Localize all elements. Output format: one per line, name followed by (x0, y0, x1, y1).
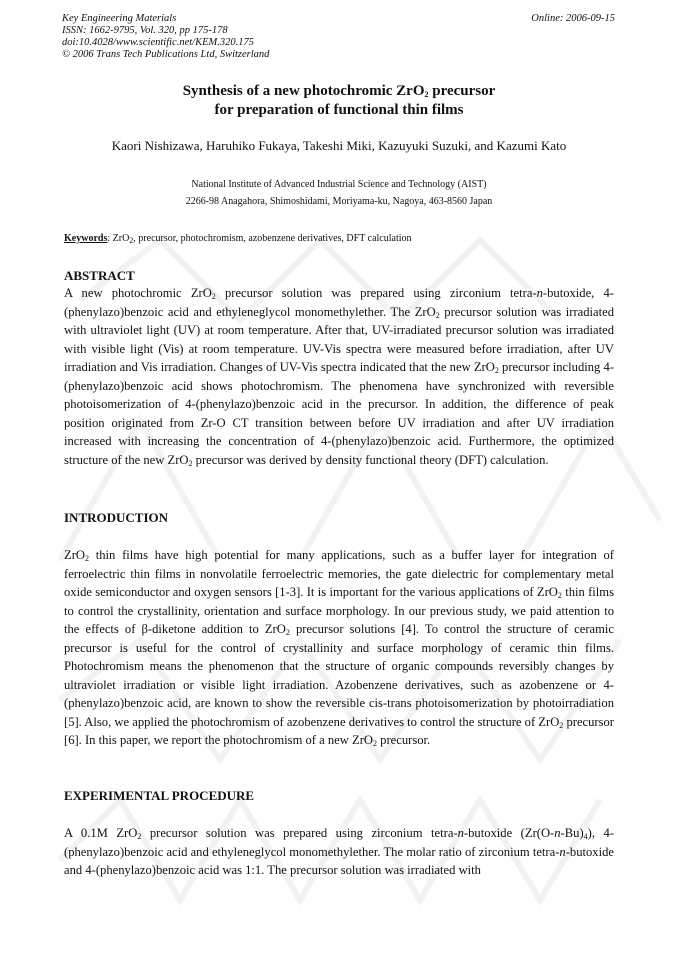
abstract-heading: ABSTRACT (64, 268, 135, 283)
introduction-section (64, 510, 614, 750)
journal-copyright: © 2006 Trans Tech Publications Ltd, Switzerland (62, 49, 270, 60)
introduction-heading: INTRODUCTION (64, 510, 169, 525)
title-line-2: for preparation of functional thin films (214, 102, 464, 118)
experimental-text: A 0.1M ZrO$_2$ precursor solution was prepared using zirconium tetra-n-butoxide $(Zr(O-n-Bu)_4)$, 4-(phenylazo)benzoic acid and ethyleneglycol monomethylether. The molar ratio of zirconium tetra-n-butoxide and 4-(phenylazo)benzoic acid was 1:1. The precursor solution was irradiated with (64, 826, 614, 877)
affiliation-address: 2266-98 Anagahora, Shimoshidami, Moriyama-ku, Nagoya, 463-8560 Japan (185, 196, 493, 207)
paper-title (0, 82, 678, 120)
keywords-label: Keywords (64, 233, 108, 244)
experimental-heading: EXPERIMENTAL PROCEDURE (64, 788, 255, 803)
introduction-text: ZrO$_2$ thin films have high potential for many applications, such as a buffer layer for integration of ferroelectric thin films in nonvolatile ferroelectric memories, the gate dielectric for complementary metal oxide semiconductor and oxygen sensors [1-3]. It is important for the various applications of ZrO$_2$ thin films to control the crystallinity, orientation and surface morphology. In our previous study, we paid attention to the effects of β-diketone addition to ZrO$_2$ precursor solutions [4]. To control the structure of ceramic precursor is useful for the control of crystallinity and surface morphology of ceramic thin films. Photochromism means the phenomenon that the structure of organic compounds reversibly changes by ultraviolet irradiation or visible light irradiation. Azobenzene derivatives, such as azobenzene or 4-(phenylazo)benzoic acid, are known to show the reversible cis-trans photoisomerization by photoirradiation [5]. Also, we applied the photochromism of azobenzene derivatives to control the structure of ZrO$_2$ precursor [6]. In this paper, we report the photochromism of a new ZrO$_2$ precursor. (64, 548, 615, 748)
abstract-text: A new photochromic ZrO$_2$ precursor solution was prepared using zirconium tetra-n-butoxide, 4-(phenylazo)benzoic acid and ethyleneglycol monomethylether. The ZrO$_2$ precursor solution was irradiated with ultraviolet light (UV) at room temperature. After that, UV-irradiated precursor solution was irradiated with visible light (Vis) at room temperature. UV-Vis spectra were measured before irradiation, after UV irradiation and Vis irradiation. Changes of UV-Vis spectra indicated that the new ZrO$_2$ precursor including 4-(phenylazo)benzoic acid shows photochromism. The phenomena have synchronized with reversible photoisomerization of 4-(phenylazo)benzoic acid in the precursor. In addition, the difference of peak position originated from Zr-O CT transition between before UV irradiation and after UV irradiation increased with increasing the concentration of 4-(phenylazo)benzoic acid. Furthermore, the optimized structure of the new ZrO$_2$ precursor was derived by density functional theory (DFT) calculation. (64, 286, 615, 468)
author-list: Kaori Nishizawa, Haruhiko Fukaya, Takeshi Miki, Kazuyuki Suzuki, and Kazumi Kato (111, 138, 567, 153)
affiliation-institute: National Institute of Advanced Industrial Science and Technology (AIST) (191, 179, 487, 190)
keywords: Keywords: ZrO$_2$, precursor, photochromism, azobenzene derivatives, DFT calculation (64, 233, 412, 245)
journal-header (62, 13, 269, 61)
experimental-section (64, 788, 614, 880)
journal-doi: doi:10.4028/www.scientific.net/KEM.320.175 (62, 37, 254, 48)
journal-issn: ISSN: 1662-9795, Vol. 320, pp 175-178 (62, 25, 228, 36)
affiliation (0, 176, 678, 210)
abstract-section (64, 268, 614, 469)
online-date: Online: 2006-09-15 (531, 13, 615, 24)
journal-name: Key Engineering Materials (62, 13, 177, 24)
title-line-1: Synthesis of a new photochromic ZrO$_2$ precursor (182, 83, 496, 99)
